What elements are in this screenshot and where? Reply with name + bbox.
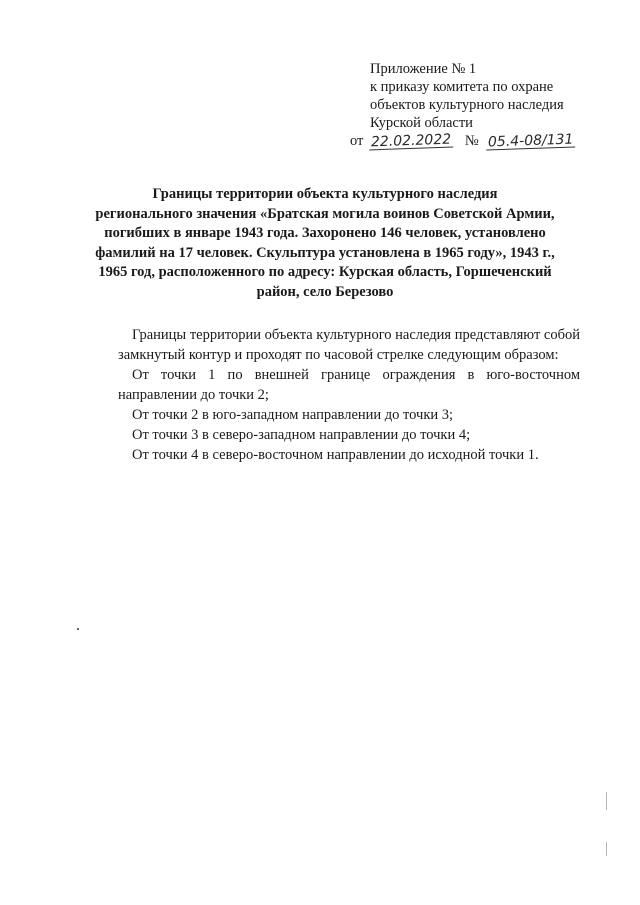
order-date-handwritten: 22.02.2022 <box>370 131 452 151</box>
scan-edge-mark <box>606 792 607 810</box>
appendix-order-ref: к приказу комитета по охране <box>370 79 554 95</box>
boundary-point-paragraph: От точки 4 в северо-восточном направлении до исходной точки 1. <box>132 447 539 463</box>
order-date-number <box>350 132 576 150</box>
title-line: погибших в январе 1943 года. Захоронено 146 человек, установлено <box>104 225 546 241</box>
title-line: 1965 год, расположенного по адресу: Курская область, Горшеченский <box>98 264 552 280</box>
appendix-region: Курской области <box>370 115 473 131</box>
title-line: регионального значения «Братская могила воинов Советской Армии, <box>95 205 555 222</box>
title-line: район, село Березово <box>256 283 394 300</box>
order-number-handwritten: 05.4-08/131 <box>488 131 575 151</box>
scan-speck <box>77 628 79 630</box>
document-body <box>118 325 580 465</box>
boundary-point-paragraph: От точки 1 по внешней границе ограждения в юго-восточном направлении до точки 2; <box>118 367 580 403</box>
appendix-committee: объектов культурного наследия <box>370 97 564 113</box>
appendix-number: Приложение № 1 <box>370 61 477 77</box>
number-label: № <box>464 133 479 149</box>
boundary-point-paragraph: От точки 3 в северо-западном направлении до точки 4; <box>132 427 471 443</box>
intro-paragraph: Границы территории объекта культурного наследия представляют собой замкнутый контур и проходят по часовой стрелке следующим образом: <box>118 327 580 363</box>
appendix-header <box>370 60 610 132</box>
from-label: от <box>350 133 364 149</box>
boundary-point-paragraph: От точки 2 в юго-западном направлении до точки 3; <box>132 407 454 423</box>
title-line: Границы территории объекта культурного наследия <box>152 186 498 202</box>
document-title <box>60 185 590 302</box>
title-line: фамилий на 17 человек. Скульптура установлена в 1965 году», 1943 г., <box>95 244 555 261</box>
scan-edge-mark <box>606 842 607 856</box>
